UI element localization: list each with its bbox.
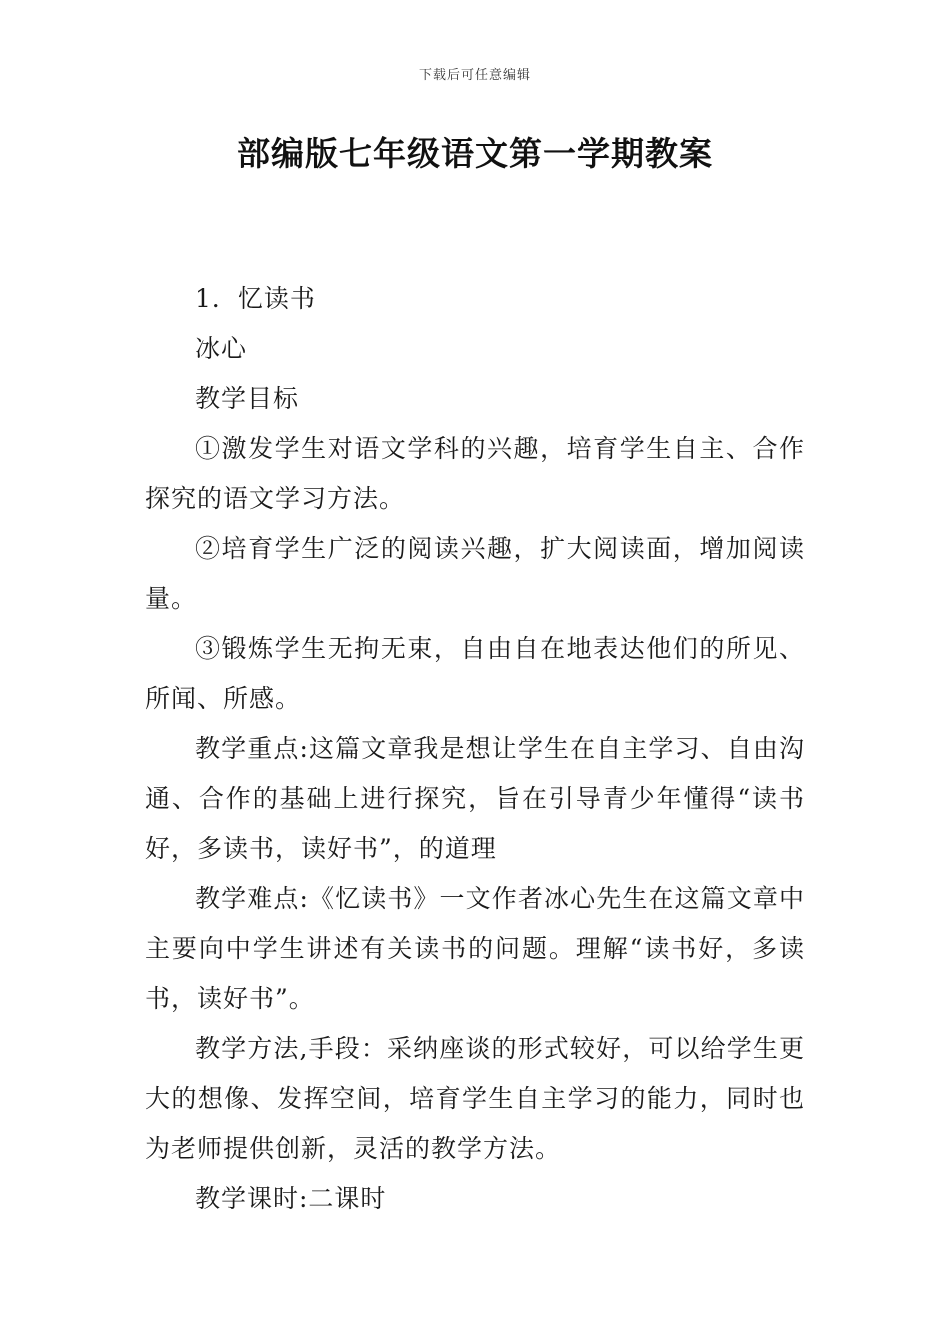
document-body bbox=[145, 274, 805, 1224]
lesson-heading: 1．忆读书 bbox=[195, 284, 316, 313]
teaching-methods-paragraph: 教学方法,手段：采纳座谈的形式较好，可以给学生更大的想像、发挥空间，培育学生自主学习的能力，同时也为老师提供创新，灵活的教学方法。 bbox=[145, 1034, 805, 1163]
objective-2: ②培育学生广泛的阅读兴趣，扩大阅读面，增加阅读量。 bbox=[145, 534, 805, 613]
difficulties-paragraph: 教学难点:《忆读书》一文作者冰心先生在这篇文章中主要向中学生讲述有关读书的问题。理解“读书好，多读书，读好书”。 bbox=[145, 884, 805, 1013]
page-header-note: 下载后可任意编辑 bbox=[418, 68, 531, 83]
author-name: 冰心 bbox=[195, 334, 248, 363]
key-points-paragraph: 教学重点:这篇文章我是想让学生在自主学习、自由沟通、合作的基础上进行探究，旨在引导青少年懂得“读书好，多读书，读好书”，的道理 bbox=[145, 734, 805, 863]
objective-3: ③锻炼学生无拘无束，自由自在地表达他们的所见、所闻、所感。 bbox=[145, 634, 805, 713]
class-hours-paragraph: 教学课时:二课时 bbox=[195, 1184, 387, 1213]
section-heading-objectives: 教学目标 bbox=[195, 384, 300, 413]
document-title: 部编版七年级语文第一学期教案 bbox=[237, 134, 713, 173]
objective-1: ①激发学生对语文学科的兴趣，培育学生自主、合作探究的语文学习方法。 bbox=[145, 434, 805, 513]
